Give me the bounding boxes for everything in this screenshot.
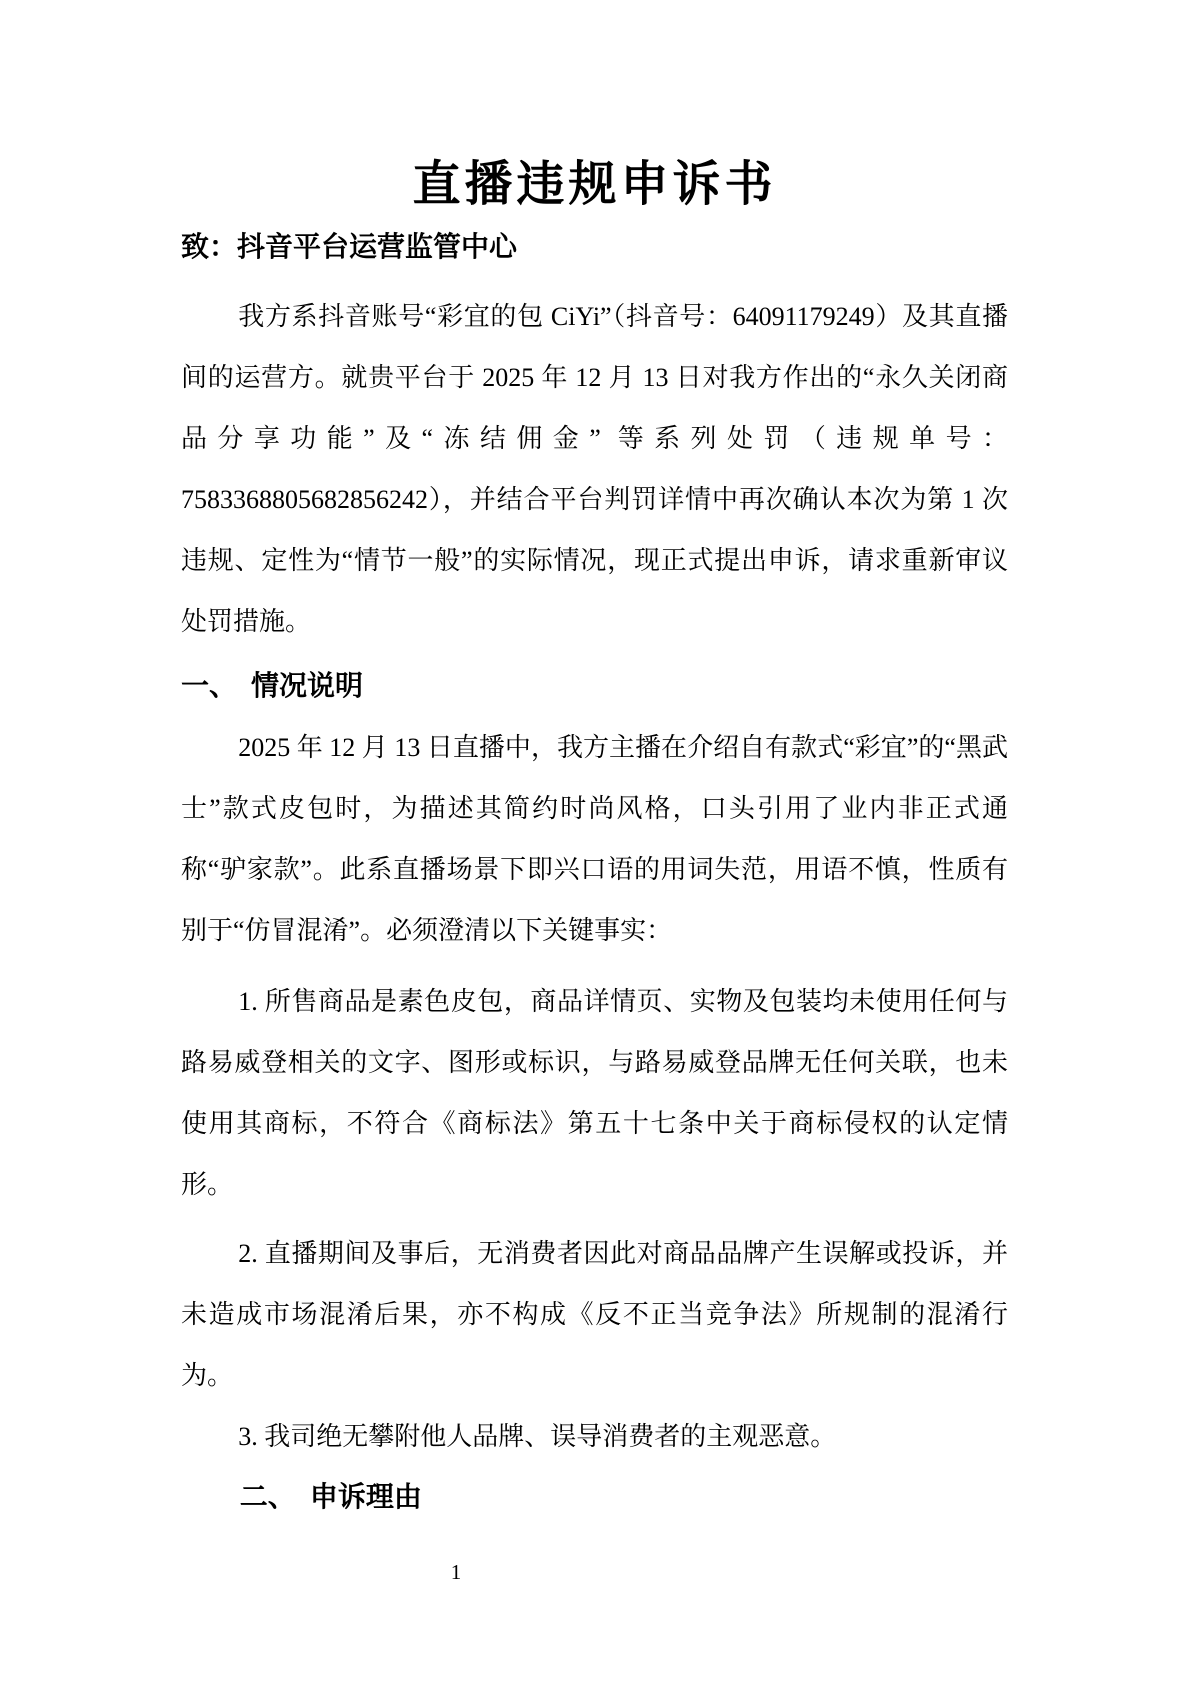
intro-paragraph: 我方系抖音账号“彩宜的包 CiYi”（抖音号：64091179249）及其直播间的运营方。就贵平台于 2025 年 12 月 13 日对我方作出的“永久关闭商品分享功能”及“冻结佣金” 等系列处罚（违规单号：7583368805682856242），并结合平台判罚详情中再次确认本次为第 1 次违规、定性为“情节一般”的实际情况，现正式提出申诉，请求重新审议处罚措施。 [181, 302, 1008, 636]
section-2-number: 二、 [239, 1482, 296, 1513]
salutation-line: 致：抖音平台运营监管中心 [181, 232, 518, 263]
section-2-title: 申诉理由 [309, 1482, 422, 1513]
fact-item-2: 2. 直播期间及事后，无消费者因此对商品品牌产生误解或投诉，并未造成市场混淆后果，亦不构成《反不正当竞争法》所规制的混淆行为。 [181, 1239, 1008, 1390]
document-title: 直播违规申诉书 [412, 158, 777, 211]
section-1-title: 情况说明 [251, 671, 364, 702]
section-1-heading [181, 656, 1008, 717]
section-2-heading [181, 1467, 1008, 1528]
situation-paragraph: 2025 年 12 月 13 日直播中，我方主播在介绍自有款式“彩宜”的“黑武士”款式皮包时，为描述其简约时尚风格，口头引用了业内非正式通称“驴家款”。此系直播场景下即兴口语的用词失范，用语不慎，性质有别于“仿冒混淆”。必须澄清以下关键事实： [181, 733, 1008, 945]
page-number: 1 [450, 1560, 462, 1584]
fact-item-3: 3. 我司绝无攀附他人品牌、误导消费者的主观恶意。 [238, 1422, 837, 1451]
fact-item-1: 1. 所售商品是素色皮包，商品详情页、实物及包装均未使用任何与路易威登相关的文字、图形或标识，与路易威登品牌无任何关联，也未使用其商标，不符合《商标法》第五十七条中关于商标侵权的认定情形。 [181, 987, 1008, 1199]
section-1-number: 一、 [181, 671, 238, 702]
